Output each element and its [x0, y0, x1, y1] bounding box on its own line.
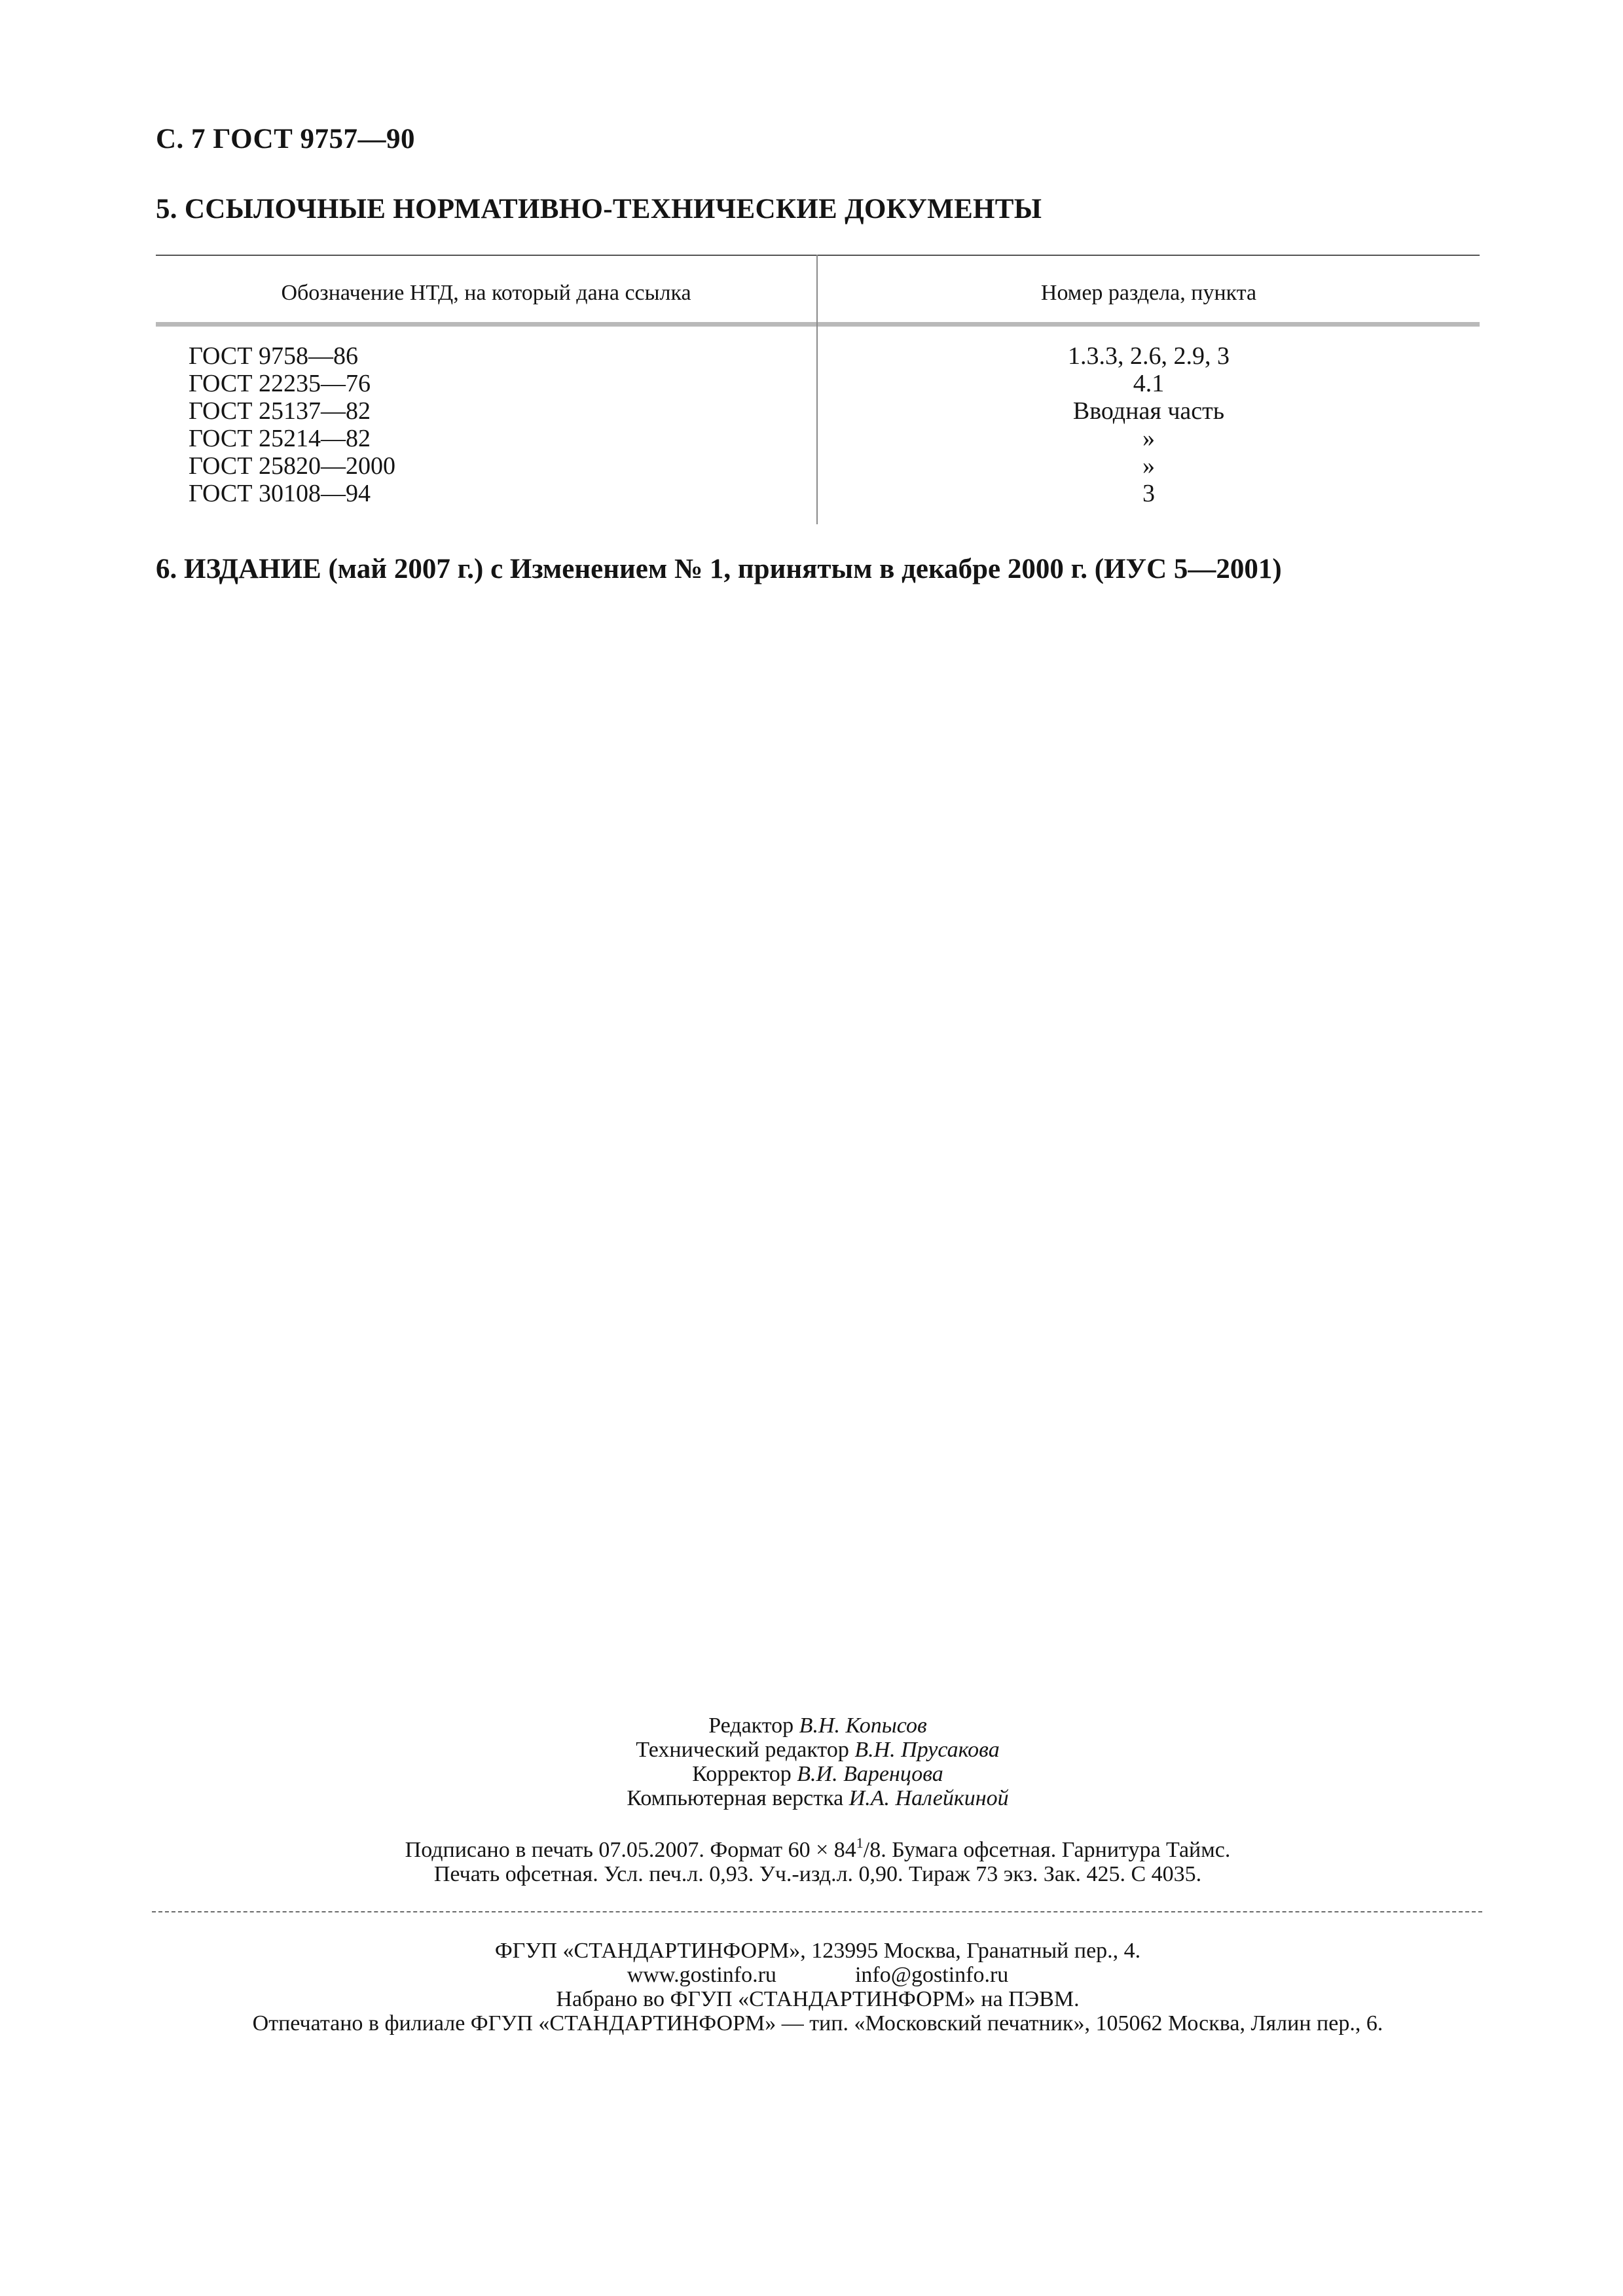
format-superscript: 1	[856, 1835, 864, 1851]
dashed-divider	[152, 1911, 1482, 1912]
credit-role: Редактор	[708, 1713, 794, 1738]
credit-name: И.А. Налейкиной	[848, 1786, 1009, 1810]
credit-name: В.Н. Прусакова	[854, 1738, 1000, 1762]
table-cell-document: ГОСТ 9758—86	[189, 342, 358, 370]
print-info-line-1	[156, 1835, 1480, 1862]
table-cell-section: »	[1142, 452, 1155, 480]
publisher-website[interactable]: www.gostinfo.ru	[627, 1963, 776, 1987]
publisher-address: ФГУП «СТАНДАРТИНФОРМ», 123995 Москва, Гранатный пер., 4.	[494, 1939, 1141, 1963]
reference-table	[156, 255, 1480, 524]
print-info-line-2: Печать офсетная. Усл. печ.л. 0,93. Уч.-изд.л. 0,90. Тираж 73 экз. Зак. 425. С 4035.	[433, 1862, 1202, 1886]
credit-layout	[156, 1786, 1480, 1810]
table-cell-section: »	[1142, 425, 1155, 452]
printed-note: Отпечатано в филиале ФГУП «СТАНДАРТИНФОРМ» — тип. «Московский печатник», 105062 Москва, Лялин пер., 6.	[252, 2011, 1383, 2036]
publisher-contacts	[156, 1963, 1480, 1987]
credit-role: Технический редактор	[636, 1738, 849, 1762]
table-header-section: Номер раздела, пункта	[1040, 281, 1257, 305]
print-paper-text: /8. Бумага офсетная. Гарнитура Таймс.	[863, 1838, 1231, 1862]
print-info	[156, 1835, 1480, 1886]
credit-corrector	[156, 1762, 1480, 1786]
table-top-rule	[156, 255, 1480, 256]
publisher-info	[156, 1939, 1480, 2036]
credit-name: В.И. Варенцова	[797, 1762, 943, 1786]
section-column	[818, 342, 1480, 507]
table-cell-document: ГОСТ 22235—76	[189, 370, 371, 397]
table-cell-section: 1.3.3, 2.6, 2.9, 3	[1068, 342, 1230, 370]
print-format-text: Подписано в печать 07.05.2007. Формат 60 × 84	[405, 1838, 856, 1862]
credit-role: Компьютерная верстка	[627, 1786, 844, 1810]
publisher-email[interactable]: info@gostinfo.ru	[854, 1963, 1009, 1987]
imprint-credits	[156, 1713, 1480, 1810]
page-header: С. 7 ГОСТ 9757—90	[156, 124, 416, 154]
table-cell-section: Вводная часть	[1072, 397, 1225, 425]
credit-tech-editor	[156, 1738, 1480, 1762]
table-cell-document: ГОСТ 25820—2000	[189, 452, 395, 480]
table-cell-document: ГОСТ 25137—82	[189, 397, 371, 425]
table-cell-section: 4.1	[1133, 370, 1165, 397]
edition-note: 6. ИЗДАНИЕ (май 2007 г.) с Изменением № 1, принятым в декабре 2000 г. (ИУС 5—2001)	[156, 554, 1282, 584]
table-header-document: Обозначение НТД, на который дана ссылка	[281, 281, 691, 305]
credit-role: Корректор	[692, 1762, 792, 1786]
document-column	[189, 342, 395, 507]
table-header-rule	[156, 322, 1480, 327]
table-cell-document: ГОСТ 25214—82	[189, 425, 371, 452]
section-heading: 5. ССЫЛОЧНЫЕ НОРМАТИВНО-ТЕХНИЧЕСКИЕ ДОКУМЕНТЫ	[156, 194, 1042, 224]
credit-name: В.Н. Копысов	[799, 1713, 927, 1738]
typeset-note: Набрано во ФГУП «СТАНДАРТИНФОРМ» на ПЭВМ.	[556, 1987, 1080, 2011]
credit-editor	[156, 1713, 1480, 1738]
table-cell-document: ГОСТ 30108—94	[189, 480, 371, 507]
table-cell-section: 3	[1142, 480, 1155, 507]
